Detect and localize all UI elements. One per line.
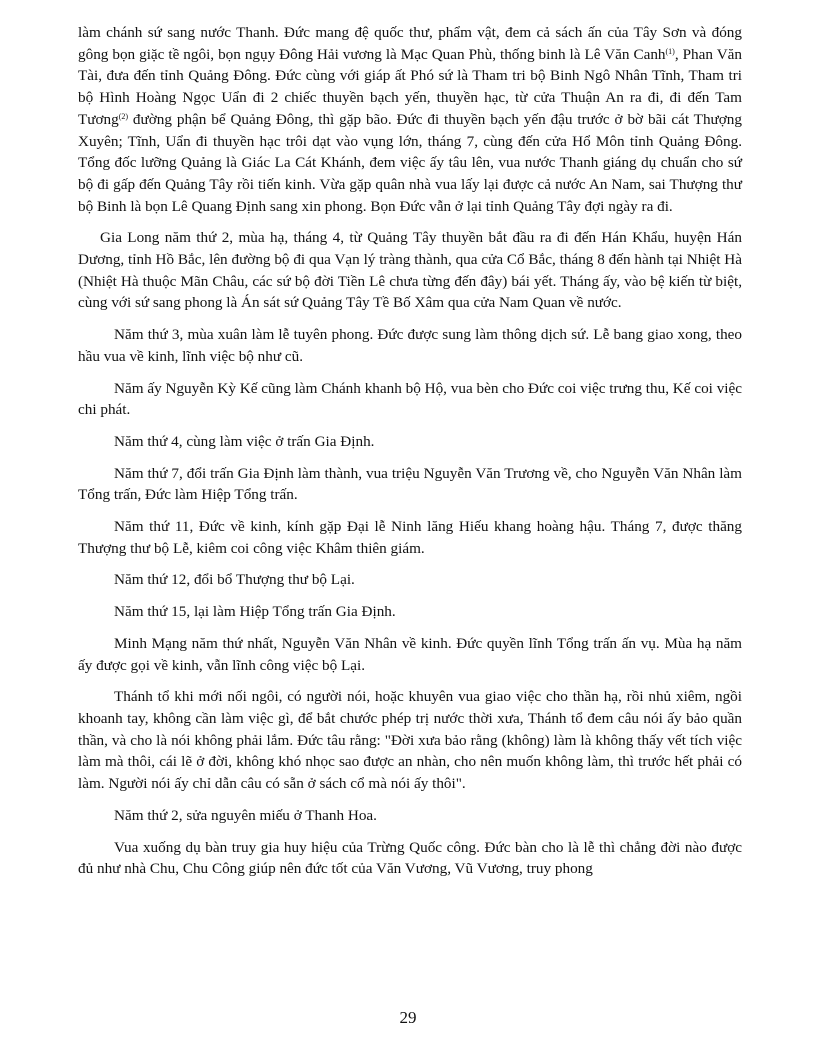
paragraph-2: Gia Long năm thứ 2, mùa hạ, tháng 4, từ Quảng Tây thuyền bắt đầu ra đi đến Hán Khẩu, huyện Hán Dương, tỉnh Hồ Bắc, lên đường bộ đi qua Vạn lý tràng thành, qua cửa Cổ Bắc, tháng 8 đến hành tại Nhiệt Hà (Nhiệt Hà thuộc Mãn Châu, các sứ bộ đời Tiền Lê chưa từng đến đây) bái yết. Tháng ấy, vào bệ kiến từ biệt, cùng với sứ sang phong là Án sát sứ Quảng Tây Tề Bố Xâm qua cửa Nam Quan về nước. (78, 229, 742, 312)
footnote-marker-2[interactable]: (2) (118, 111, 129, 121)
paragraph-9: Năm thứ 15, lại làm Hiệp Tổng trấn Gia Định. (114, 603, 396, 621)
paragraph-1 (78, 22, 742, 217)
page-number: 29 (399, 1008, 417, 1027)
paragraph-5: Năm thứ 4, cùng làm việc ở trấn Gia Định. (114, 432, 375, 450)
paragraph-6: Năm thứ 7, đổi trấn Gia Định làm thành, vua triệu Nguyễn Văn Trương về, cho Nguyễn Văn Nhân làm Tổng trấn, Đức làm Hiệp Tổng trấn. (78, 464, 742, 504)
paragraph-4: Năm ấy Nguyễn Kỳ Kế cũng làm Chánh khanh bộ Hộ, vua bèn cho Đức coi việc trưng thu, Kế coi việc chi phát. (78, 379, 742, 419)
paragraph-1-part-3: đường phận bể Quảng Đông, thì gặp bão. Đức đi thuyền bạch yến đậu trước ở bờ bãi cát Thượng Xuyên; Tĩnh, Uẩn đi thuyền hạc trôi dạt vào vụng lớn, tháng 7, cùng đến cửa Hổ Môn tỉnh Quảng Đông. Tổng đốc lưỡng Quảng là Giác La Cát Khánh, đem việc ấy tâu lên, vua nước Thanh giáng dụ chuẩn cho sứ bộ đi gấp đến Quảng Tây rồi tiến kinh. Vừa gặp quân nhà vua lấy lại được cả nước An Nam, sai Thượng thư bộ Binh là bọn Lê Quang Định sang xin phong. Bọn Đức vẫn ở lại tỉnh Quảng Tây đợi ngày ra đi. (78, 110, 742, 215)
paragraph-7: Năm thứ 11, Đức về kinh, kính gặp Đại lễ Ninh lăng Hiếu khang hoàng hậu. Tháng 7, được thăng Thượng thư bộ Lễ, kiêm coi công việc Khâm thiên giám. (78, 518, 742, 557)
page-body (78, 22, 742, 890)
paragraph-12: Năm thứ 2, sửa nguyên miếu ở Thanh Hoa. (114, 806, 377, 824)
paragraph-3: Năm thứ 3, mùa xuân làm lễ tuyên phong. Đức được sung làm thông dịch sứ. Lễ bang giao xong, theo hầu vua về kinh, lĩnh việc bộ như cũ. (78, 326, 742, 365)
paragraph-11: Thánh tổ khi mới nối ngôi, có người nói, hoặc khuyên vua giao việc cho thần hạ, rồi nhủ xiêm, ngồi khoanh tay, không cần làm việc gì, để bắt chước phép trị nước thời xưa, Thánh tổ đem câu nói ấy bảo quần thần, và cho là nói không phải lắm. Đức tâu rằng: "Đời xưa bảo rằng (không) làm là không thấy vết tích việc làm mà thôi, cái lẽ ở đời, không khó nhọc sao được an nhàn, cho nên muốn không làm, thì trước hết phải có làm. Người nói ấy chỉ dẫn câu có sẵn ở sách cổ mà nói ấy thôi". (78, 688, 742, 793)
paragraph-13: Vua xuống dụ bàn truy gia huy hiệu của Trừng Quốc công. Đức bàn cho là lễ thì chẳng đời nào được đủ như nhà Chu, Chu Công giúp nên đức tốt của Văn Vương, Vũ Vương, truy phong (78, 838, 742, 878)
paragraph-1-part-1: làm chánh sứ sang nước Thanh. Đức mang đệ quốc thư, phẩm vật, đem cả sách ấn của Tây Sơn và đóng gông bọn giặc tề ngôi, bọn ngụy Đông Hải vương là Mạc Quan Phù, thống binh là Lê Văn Canh (78, 24, 742, 63)
paragraph-10: Minh Mạng năm thứ nhất, Nguyễn Văn Nhân về kinh. Đức quyền lĩnh Tổng trấn ấn vụ. Mùa hạ năm ấy được gọi về kinh, vẫn lĩnh công việc bộ Lại. (78, 634, 742, 674)
paragraph-1-part-2: , Phan Văn Tài, đưa đến tỉnh Quảng Đông. Đức cùng với giáp ất Phó sứ là Tham tri bộ Binh Ngô Nhân Tĩnh, Tham tri bộ Hình Hoàng Ngọc Uẩn đi 2 chiếc thuyền bạch yến, thuyền hạc, từ cửa Thuận An ra đi, đi đến Tam Tương (78, 45, 742, 128)
paragraph-8: Năm thứ 12, đổi bổ Thượng thư bộ Lại. (114, 571, 355, 589)
footnote-marker-1[interactable]: (1) (665, 46, 675, 56)
